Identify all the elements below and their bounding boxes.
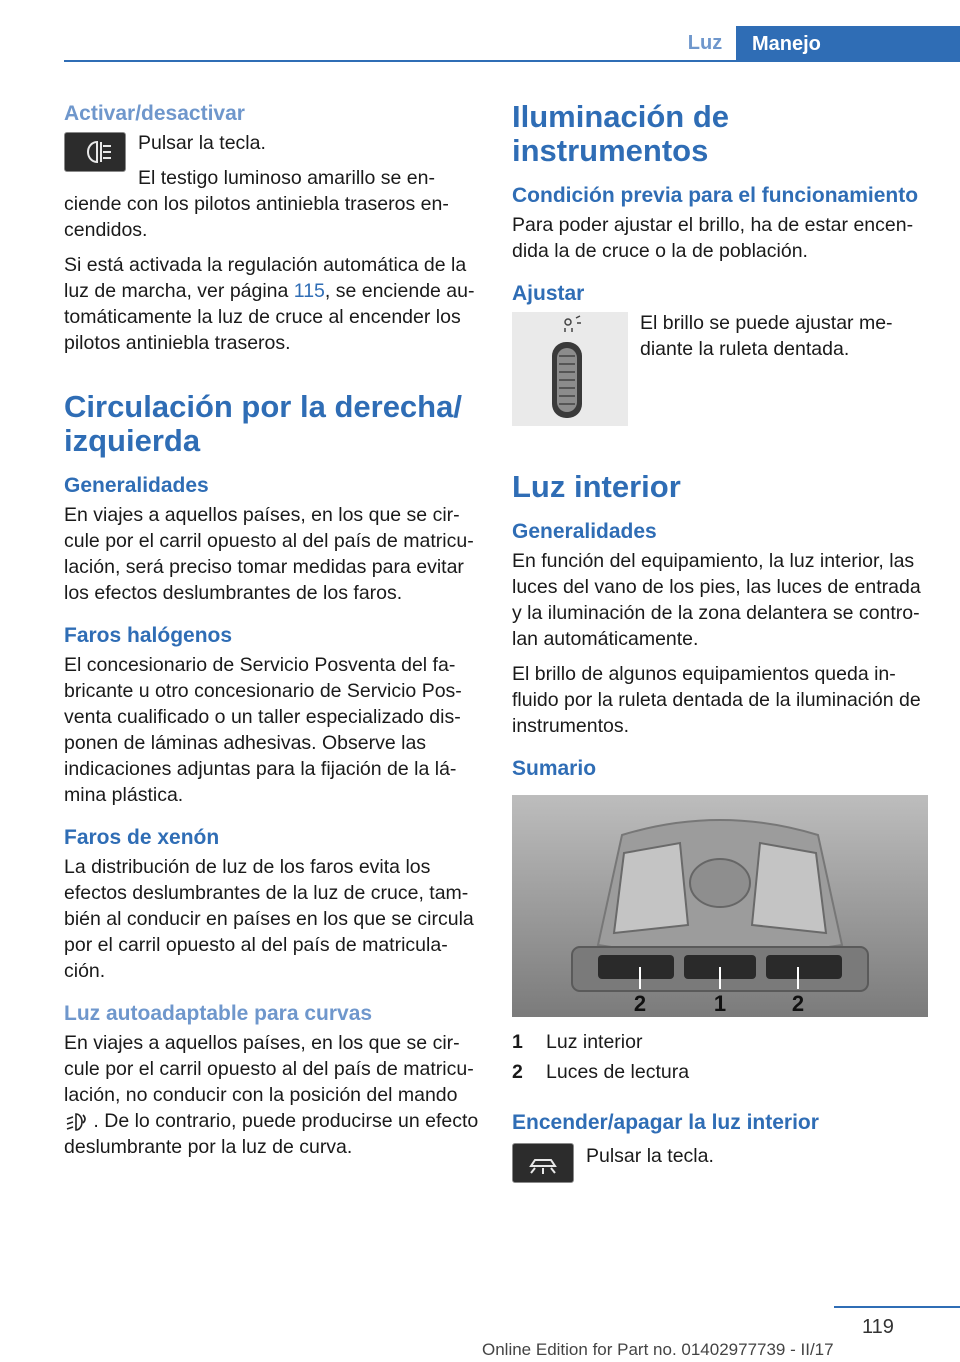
heading-generalidades-right: Generalidades <box>512 520 657 543</box>
heading-condicion-previa: Condición previa para el funcionamiento <box>512 184 919 207</box>
heading-faros-halogenos: Faros halógenos <box>64 624 233 647</box>
text-pulsar-interior: Pulsar la tecla. <box>586 1145 714 1167</box>
right-column <box>512 100 932 1187</box>
legend-item <box>512 1027 932 1057</box>
page-link-115[interactable]: 115 <box>293 280 325 302</box>
text-pulsar: Pulsar la tecla. <box>138 132 266 154</box>
legend-number: 2 <box>512 1061 523 1083</box>
photo-label-1: 1 <box>713 991 727 1016</box>
rear-fog-light-button-icon <box>64 132 126 172</box>
heading-activar: Activar/desactivar <box>64 102 245 125</box>
footer-rule <box>834 1306 960 1308</box>
header-tab-luz[interactable]: Luz <box>687 32 723 54</box>
heading-circulacion: Circulación por la derecha/ izquierda <box>64 389 462 458</box>
legend-item <box>512 1057 932 1087</box>
text-generalidades-1: En función del equipamiento, la luz interior, las luces del vano de los pies, las luces de entrada y la iluminación de la zona delantera se controlan automáticamente. <box>512 550 921 650</box>
header-tab-manejo[interactable]: Manejo <box>736 26 960 62</box>
text-generalidades-left: En viajes a aquellos países, en los que se circule por el carril opuesto al del país de matriculación, será preciso tomar medidas para evitar los efectos deslumbrantes de los faros. <box>64 504 474 604</box>
heading-luz-interior: Luz interior <box>512 469 681 504</box>
heading-generalidades-left: Generalidades <box>64 474 209 497</box>
heading-sumario: Sumario <box>512 757 597 780</box>
heading-iluminacion-instrumentos: Iluminación de instrumentos <box>512 99 730 168</box>
dimmer-wheel-image <box>512 312 628 426</box>
photo-label-2-right: 2 <box>791 991 805 1016</box>
heading-ajustar: Ajustar <box>512 282 585 305</box>
text-faros-halogenos: El concesionario de Servicio Posventa del fabricante u otro concesionario de Servicio Posventa cualificado o un taller especializado disponen de láminas adhesivas. Observe las indicaciones adjuntas para la fijación de la lámina plástica. <box>64 654 462 806</box>
left-column <box>64 100 482 1169</box>
interior-light-panel-photo <box>512 795 928 1017</box>
edition-text: Online Edition for Part no. 01402977739 - II/17 <box>482 1340 834 1359</box>
text-generalidades-2: El brillo de algunos equipamientos queda influido por la ruleta dentada de la iluminación de instrumentos. <box>512 663 921 737</box>
page-number: 119 <box>862 1316 894 1338</box>
text-testigo: El testigo luminoso amarillo se enciende con los pilotos antiniebla traseros encendidos. <box>64 167 449 241</box>
text-ajustar: El brillo se puede ajustar mediante la ruleta dentada. <box>640 312 893 360</box>
curve-light-icon <box>64 1111 88 1133</box>
heading-encender-apagar: Encender/apagar la luz interior <box>512 1111 819 1134</box>
photo-label-2-left: 2 <box>633 991 647 1016</box>
legend-text: Luz interior <box>546 1031 643 1053</box>
heading-faros-xenon: Faros de xenón <box>64 826 220 849</box>
text-faros-xenon: La distribución de luz de los faros evita los efectos deslumbrantes de la luz de cruce, también al conducir en países en los que se circula por el carril opuesto al del país de matriculación. <box>64 856 474 982</box>
interior-light-button-icon <box>512 1143 574 1183</box>
text-luz-autoadaptable: En viajes a aquellos países, en los que se circule por el carril opuesto al del país de matriculación, no conducir con la posición del mando . De lo contrario, puede producirse un efecto deslumbrante por la luz de curva. <box>64 1032 479 1158</box>
legend-number: 1 <box>512 1031 523 1053</box>
legend-text: Luces de lectura <box>546 1061 690 1083</box>
heading-luz-autoadaptable: Luz autoadaptable para curvas <box>64 1002 373 1025</box>
text-condicion-previa: Para poder ajustar el brillo, ha de estar encendida la de cruce o la de población. <box>512 214 914 262</box>
text-regulacion: Si está activada la regulación automática de la luz de marcha, ver página 115, se enciende automáticamente la luz de cruce al encender los pilotos antiniebla traseros. <box>64 254 475 354</box>
